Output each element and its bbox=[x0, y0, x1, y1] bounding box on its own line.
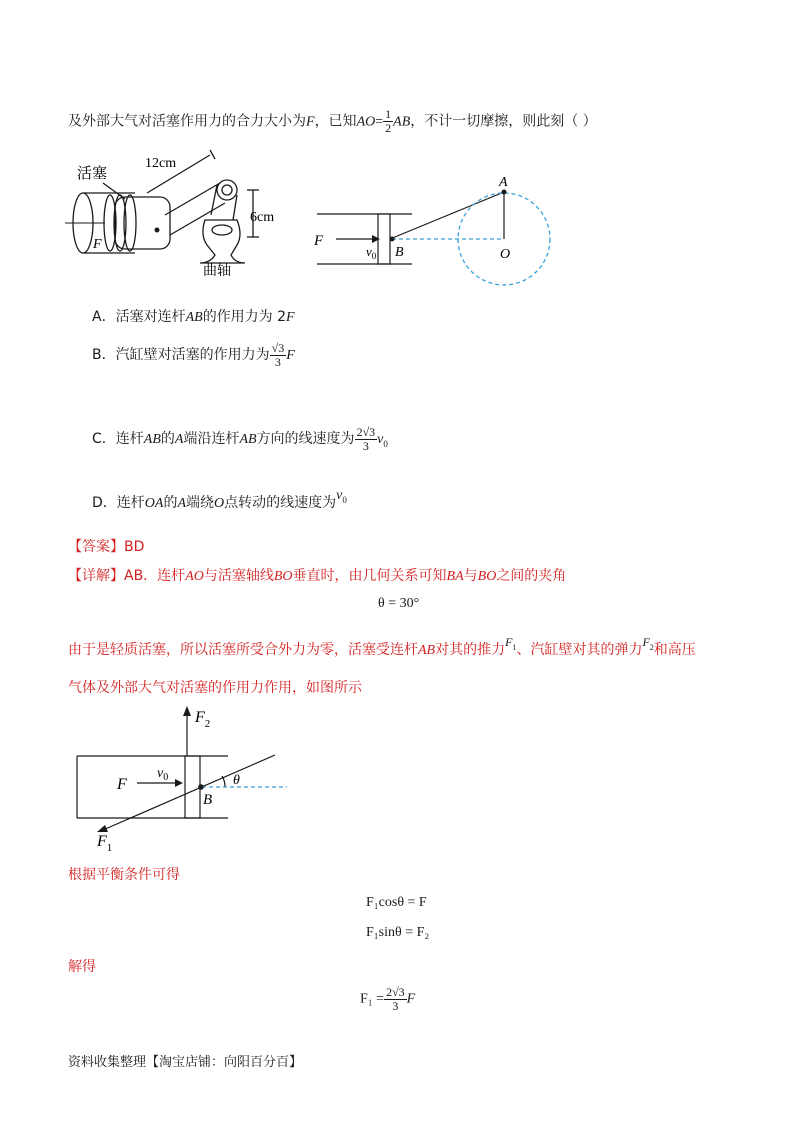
detail-line-2: 由于是轻质活塞，所以活塞所受合外力为零，活塞受连杆AB对其的推力$F_1$、汽缸壁对其的弹力$F_2$和高压 bbox=[68, 635, 696, 658]
equation-1: F₁cosθ = F bbox=[366, 895, 427, 910]
label-v0: $v_0$ bbox=[366, 244, 377, 261]
fraction-2sqrt3-over-3-result: $\frac{2√3}{3}$ bbox=[386, 985, 405, 1013]
answer-line: 【答案】BD bbox=[68, 539, 145, 555]
equation-2: F₁sinθ = F₂ bbox=[366, 925, 430, 940]
option-b[interactable]: B．汽缸壁对活塞的作用力为 $\frac{√3}{3}$ F bbox=[92, 340, 295, 369]
pointer-piston bbox=[103, 183, 125, 199]
rod-AB bbox=[390, 192, 504, 239]
label-F1: $F_1$ bbox=[97, 833, 113, 852]
label-12cm: 12cm bbox=[145, 156, 177, 171]
label-F: F bbox=[117, 776, 127, 793]
point-A bbox=[502, 190, 507, 195]
piston-center-dot bbox=[155, 228, 160, 233]
footer-source: 资料收集整理【淘宝店铺：向阳百分百】 bbox=[68, 1055, 303, 1070]
crank-pin bbox=[217, 180, 237, 200]
balance-label: 根据平衡条件可得 bbox=[68, 867, 180, 883]
option-a[interactable]: A．活塞对连杆AB的作用力为 2F bbox=[92, 309, 295, 325]
piston bbox=[185, 756, 200, 818]
label-piston: 活塞 bbox=[77, 166, 108, 182]
fraction-half: $\frac{1}{2}$ bbox=[385, 107, 392, 135]
label-F2: $F_2$ bbox=[195, 709, 211, 730]
label-F: F bbox=[314, 233, 324, 249]
label-theta: θ bbox=[233, 773, 240, 788]
figure-piston-mechanism bbox=[65, 145, 275, 280]
label-crank: 曲轴 bbox=[203, 264, 231, 279]
piston-body bbox=[115, 197, 170, 249]
option-d[interactable]: D．连杆OA的A端绕O点转动的线速度为$v_0$ bbox=[92, 488, 347, 511]
detail-line-3: 气体及外部大气对活塞的作用力作用，如图所示 bbox=[68, 680, 362, 696]
detail-line-1: 【详解】AB．连杆AO与活塞轴线BO垂直时，由几何关系可知BA与BO之间的夹角 bbox=[68, 568, 567, 584]
label-v0: $v_0$ bbox=[157, 766, 169, 783]
point-B bbox=[390, 237, 395, 242]
label-A: A bbox=[499, 175, 508, 190]
fraction-sqrt3-over-3: $\frac{√3}{3}$ bbox=[271, 340, 285, 369]
label-B: B bbox=[395, 245, 404, 260]
equation-3: F₁ = $\frac{2√3}{3}$ F bbox=[360, 985, 416, 1013]
crank-shaft bbox=[200, 220, 245, 263]
question-intro: 及外部大气对活塞作用力的合力大小为F，已知AO= $\frac{1}{2}$ AB，不计一切摩擦，则此刻（ ） bbox=[68, 107, 597, 135]
point-B bbox=[198, 784, 204, 790]
equation-theta: θ = 30° bbox=[378, 596, 420, 611]
option-c[interactable]: C．连杆AB的A端沿连杆AB方向的线速度为 $\frac{2√3}{3}$ $v_0$ bbox=[92, 424, 388, 453]
label-6cm: 6cm bbox=[250, 210, 275, 225]
figure-geometry bbox=[312, 170, 557, 288]
label-O: O bbox=[500, 247, 511, 262]
label-B: B bbox=[203, 792, 213, 808]
fraction-2sqrt3-over-3: $\frac{2√3}{3}$ bbox=[356, 424, 376, 453]
solve-label: 解得 bbox=[68, 959, 96, 975]
force-F1-rod bbox=[103, 755, 275, 830]
figure-force-diagram bbox=[75, 700, 295, 852]
label-force-fig1: F bbox=[93, 237, 102, 252]
